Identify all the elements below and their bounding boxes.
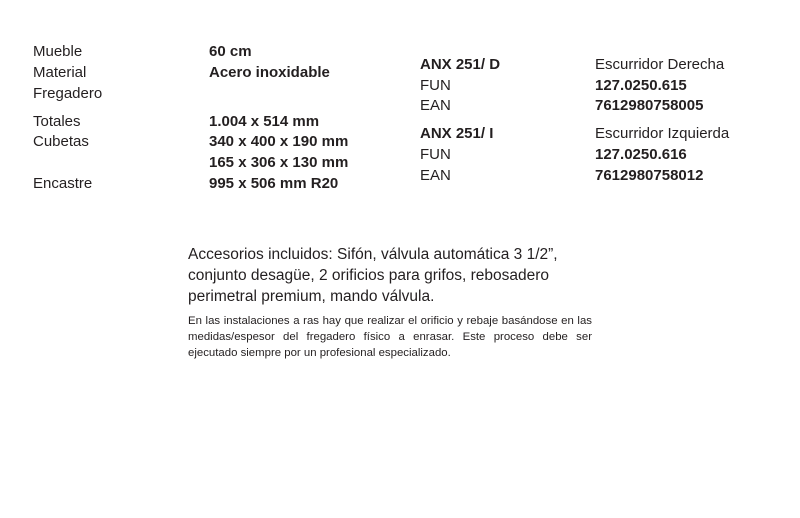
installation-note: En las instalaciones a ras hay que realizar el orificio y rebaje basándose en las medidas/espesor del fregadero físico a enrasar. Este proceso debe ser ejecutado siempre por un profesional especializado. [188, 315, 592, 359]
model-code: ANX 251/ I [420, 125, 494, 142]
material-label: Material [33, 64, 87, 81]
fun-label: FUN [420, 77, 451, 94]
mueble-value: 60 cm [209, 43, 252, 60]
ean-value: 7612980758005 [595, 97, 704, 114]
fun-label: FUN [420, 146, 451, 163]
fun-value: 127.0250.615 [595, 77, 687, 94]
encastre-label: Encastre [33, 175, 93, 192]
mueble-label: Mueble [33, 43, 83, 60]
material-value: Acero inoxidable [209, 64, 330, 81]
ean-value: 7612980758012 [595, 167, 704, 184]
ean-label: EAN [420, 167, 451, 184]
fregadero-label: Fregadero [33, 85, 103, 102]
encastre-value: 995 x 506 mm R20 [209, 175, 339, 192]
totales-label: Totales [33, 113, 81, 130]
model-description: Escurridor Derecha [595, 56, 725, 73]
model-code: ANX 251/ D [420, 56, 501, 73]
cubetas-value-1: 340 x 400 x 190 mm [209, 133, 349, 150]
totales-value: 1.004 x 514 mm [209, 113, 320, 130]
cubetas-value-2: 165 x 306 x 130 mm [209, 154, 349, 171]
model-description: Escurridor Izquierda [595, 125, 730, 142]
cubetas-label: Cubetas [33, 133, 89, 150]
fun-value: 127.0250.616 [595, 146, 687, 163]
ean-label: EAN [420, 97, 451, 114]
accessories-text: Accesorios incluidos: Sifón, válvula automática 3 1/2”, conjunto desagüe, 2 orificios para grifos, rebosadero perimetral premium, mando válvula. [188, 246, 558, 305]
